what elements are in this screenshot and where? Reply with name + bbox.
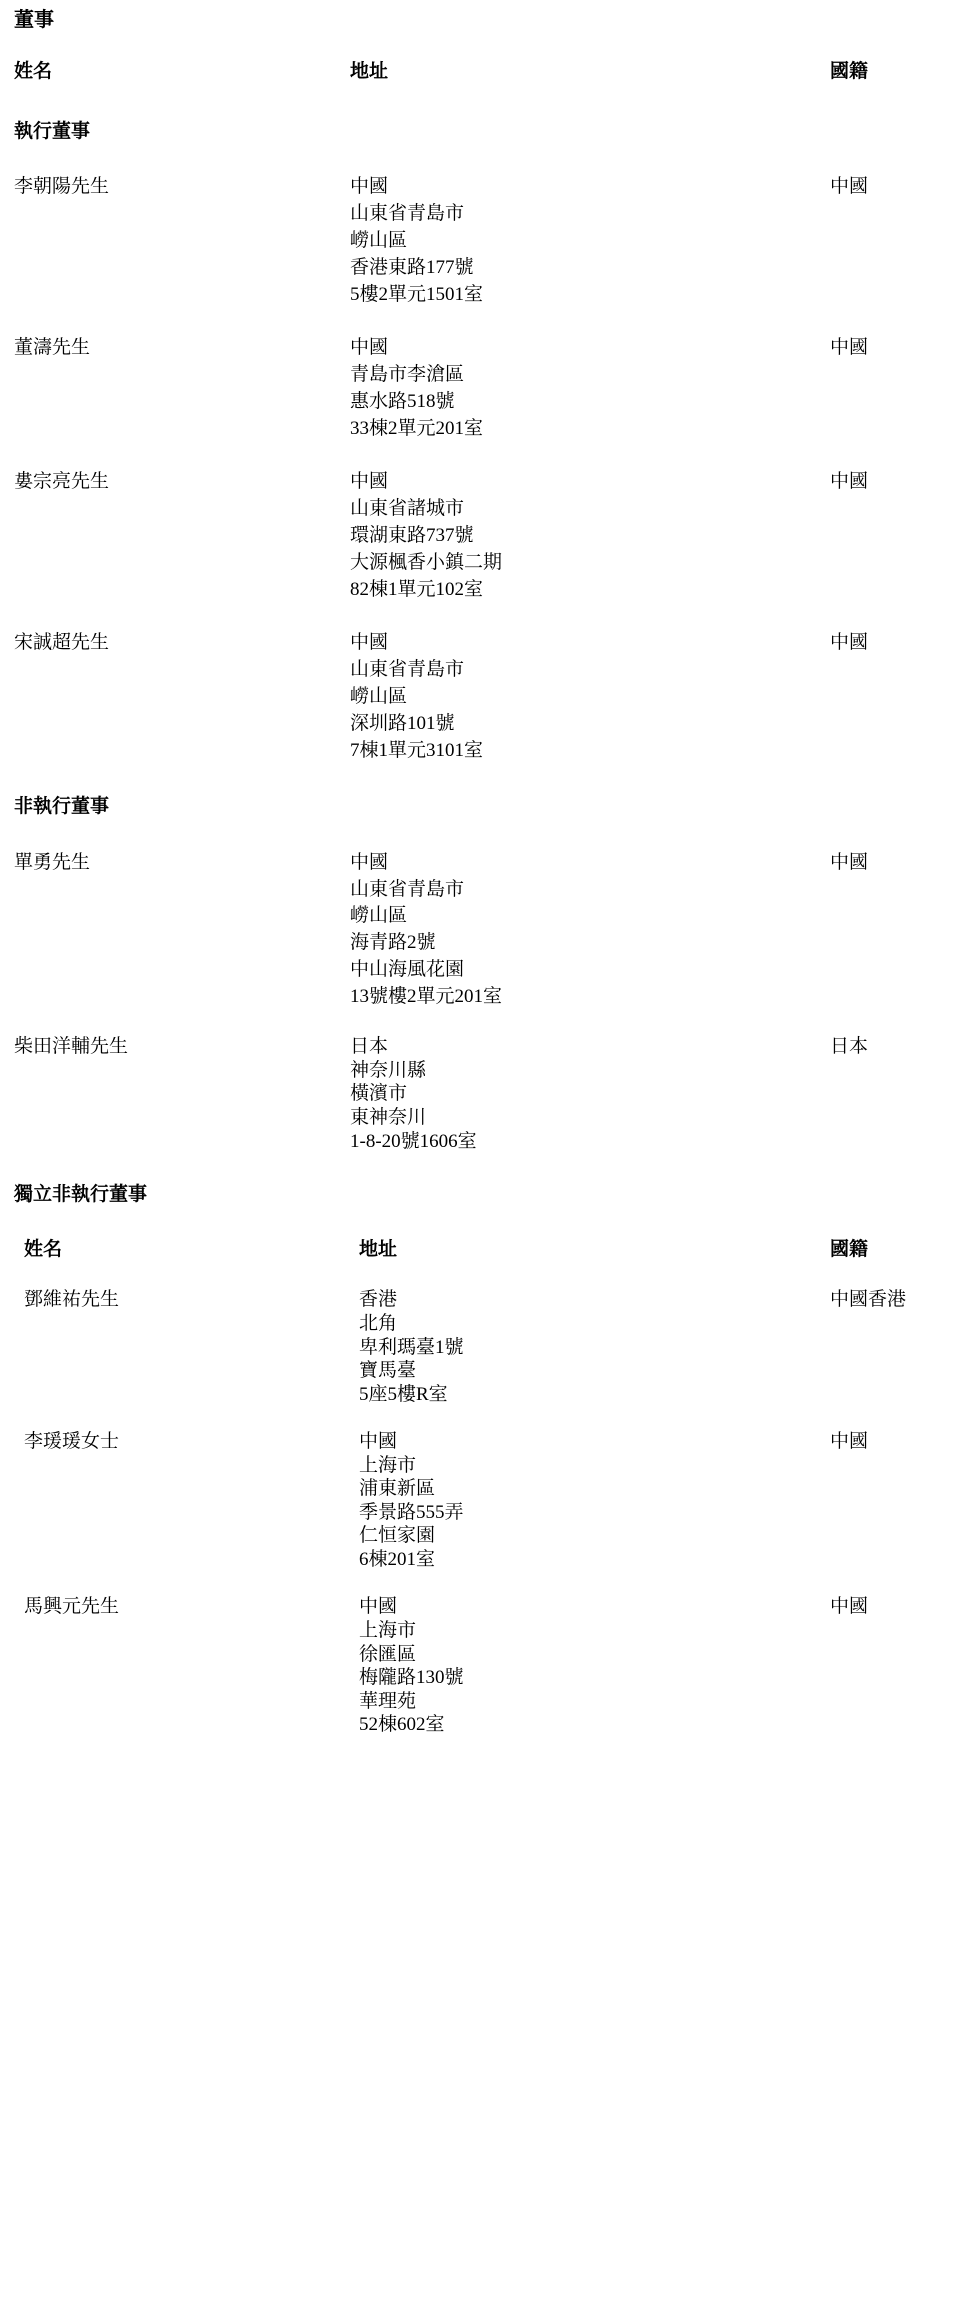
address-line: 7棟1單元3101室 [350, 739, 484, 761]
address-line: 6棟201室 [359, 1548, 436, 1570]
directors-table [0, 32, 976, 1737]
address-line: 中山海風花園 [350, 959, 465, 981]
table-row [0, 604, 976, 765]
director-name: 柴田洋輔先生 [14, 1036, 129, 1058]
address-line: 中國 [350, 337, 389, 359]
address-line: 嶗山區 [350, 685, 408, 707]
column-header-address: 地址 [359, 1238, 398, 1260]
column-header-row [0, 32, 976, 90]
director-name: 宋誠超先生 [14, 632, 110, 653]
director-address [345, 1571, 825, 1736]
address-line: 環湖東路737號 [350, 525, 474, 547]
director-nationality: 中國 [830, 851, 869, 873]
address-line: 嶗山區 [350, 905, 408, 927]
address-line: 上海市 [359, 1454, 417, 1476]
document-page [0, 8, 976, 1757]
director-name: 鄧維祐先生 [24, 1289, 120, 1311]
address-line: 13號樓2單元201室 [350, 986, 503, 1008]
address-line: 香港 [359, 1289, 398, 1311]
address-line: 浦東新區 [359, 1478, 436, 1500]
address-line: 北角 [359, 1313, 398, 1334]
director-address [345, 1011, 825, 1153]
section-heading: 執行董事 [14, 120, 91, 142]
address-line: 82棟1單元102室 [350, 579, 484, 601]
director-name: 李瑗瑗女士 [24, 1431, 120, 1453]
address-line: 5樓2單元1501室 [350, 284, 484, 306]
address-line: 中國 [350, 851, 389, 873]
table-row [0, 824, 976, 1012]
address-line: 季景路555弄 [359, 1501, 464, 1523]
director-address [345, 1264, 825, 1406]
director-nationality: 中國 [830, 1431, 869, 1453]
director-nationality: 中國香港 [830, 1289, 907, 1311]
director-name: 婁宗亮先生 [14, 471, 110, 493]
table-row [0, 1264, 976, 1406]
director-nationality: 中國 [830, 176, 869, 198]
address-line: 山東省青島市 [350, 878, 465, 900]
director-address [345, 309, 825, 443]
section-heading-row [0, 765, 976, 824]
director-nationality: 中國 [830, 337, 869, 359]
table-row [0, 1571, 976, 1736]
address-line: 33棟2單元201室 [350, 418, 484, 440]
director-nationality: 中國 [830, 471, 869, 493]
table-row [0, 309, 976, 443]
director-name: 董濤先生 [14, 337, 91, 359]
column-header-name: 姓名 [24, 1238, 63, 1260]
address-line: 華理苑 [359, 1690, 417, 1712]
column-header-nationality: 國籍 [830, 61, 869, 82]
table-row [0, 148, 976, 309]
address-line: 日本 [350, 1036, 389, 1058]
column-header-address: 地址 [350, 61, 389, 82]
address-line: 海青路2號 [350, 932, 436, 954]
director-address [345, 604, 825, 765]
address-line: 上海市 [359, 1620, 417, 1642]
address-line: 徐匯區 [359, 1643, 417, 1665]
address-line: 惠水路518號 [350, 391, 455, 413]
column-header-nationality: 國籍 [830, 1238, 869, 1260]
address-line: 中國 [359, 1596, 398, 1618]
director-name: 單勇先生 [14, 851, 91, 873]
section-heading: 非執行董事 [14, 795, 110, 817]
page-title: 董事 [14, 9, 54, 31]
address-line: 中國 [350, 471, 389, 493]
address-line: 神奈川縣 [350, 1059, 427, 1081]
address-line: 52棟602室 [359, 1714, 445, 1736]
director-nationality: 日本 [830, 1036, 869, 1058]
director-name: 李朝陽先生 [14, 176, 110, 198]
address-line: 青島市李滄區 [350, 364, 465, 386]
director-address [345, 1406, 825, 1571]
address-line: 東神奈川 [350, 1106, 427, 1128]
director-nationality: 中國 [830, 1596, 869, 1618]
address-line: 卑利瑪臺1號 [359, 1336, 464, 1358]
address-line: 仁恒家園 [359, 1525, 436, 1547]
address-line: 山東省青島市 [350, 658, 465, 680]
address-line: 中國 [350, 176, 389, 198]
director-nationality: 中國 [830, 632, 869, 653]
section-heading: 獨立非執行董事 [14, 1184, 148, 1206]
section-heading-row [0, 1153, 976, 1212]
directors-table-body [0, 32, 976, 1737]
address-line: 中國 [350, 632, 389, 653]
column-header-row [0, 1212, 976, 1265]
table-row [0, 1011, 976, 1153]
director-address [345, 443, 825, 604]
address-line: 中國 [359, 1431, 398, 1453]
address-line: 深圳路101號 [350, 712, 455, 734]
address-line: 山東省青島市 [350, 203, 465, 225]
column-header-name: 姓名 [14, 61, 53, 82]
table-row [0, 443, 976, 604]
table-row [0, 1406, 976, 1571]
director-address [345, 824, 825, 1012]
address-line: 山東省諸城市 [350, 498, 465, 520]
address-line: 香港東路177號 [350, 257, 474, 279]
address-line: 5座5樓R室 [359, 1383, 448, 1405]
address-line: 寶馬臺 [359, 1360, 417, 1382]
director-name: 馬興元先生 [24, 1596, 120, 1618]
section-heading-row [0, 90, 976, 149]
address-line: 橫濱市 [350, 1083, 408, 1105]
address-line: 嶗山區 [350, 230, 408, 252]
director-address [345, 148, 825, 309]
address-line: 梅隴路130號 [359, 1667, 464, 1689]
address-line: 大源楓香小鎮二期 [350, 552, 503, 574]
address-line: 1-8-20號1606室 [350, 1130, 477, 1152]
